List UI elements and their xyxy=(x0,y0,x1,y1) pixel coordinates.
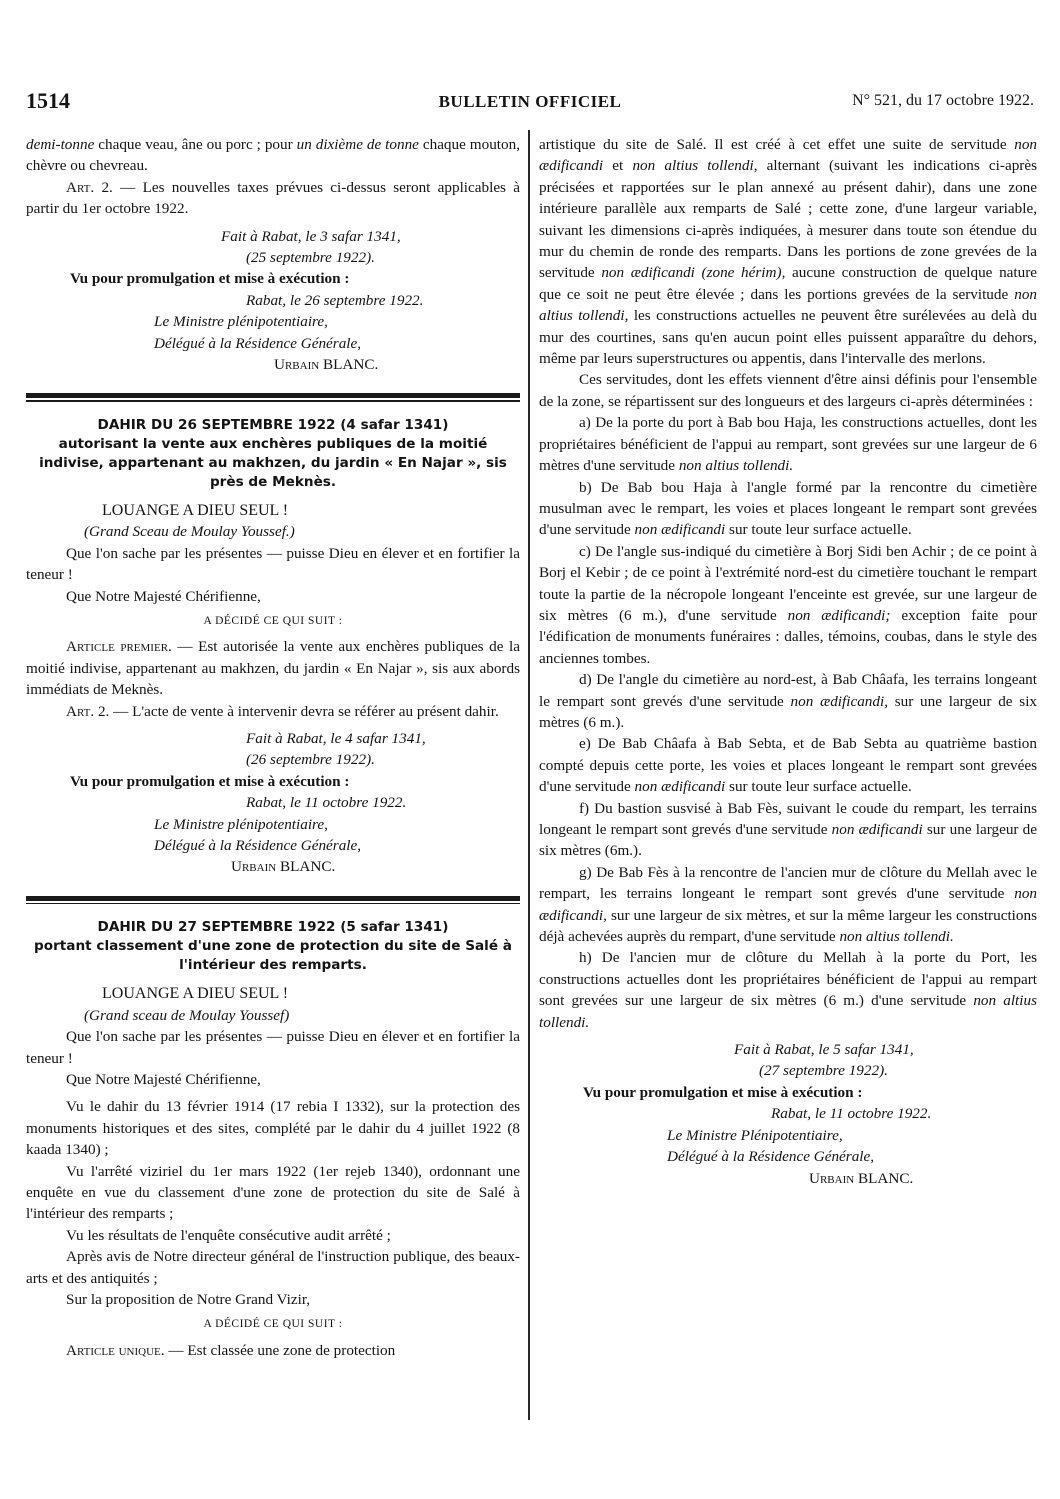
latin-term: non ædificandi xyxy=(634,778,726,796)
article-1 xyxy=(26,636,520,700)
latin-term: non ædificandi (zone hérim) xyxy=(601,264,782,282)
dahir-title: DAHIR DU 27 SEPTEMBRE 1922 (5 safar 1341) xyxy=(97,919,449,936)
clause-c xyxy=(539,541,1037,669)
decision-heading: A DÉCIDÉ CE QUI SUIT : xyxy=(203,615,343,627)
visa-paragraph: Vu l'arrêté viziriel du 1er mars 1922 (1er rejeb 1340), ordonnant une enquête en vue du classement d'une zone de protection du site de Salé à l'intérieur des remparts ; xyxy=(26,1162,520,1223)
body-text: f) Du bastion susvisé à Bab Fès, suivant le coude du rempart, les terrains longeant le rempart sont grevés d'une servitude xyxy=(539,799,1037,838)
body-text: exception faite pour l'édification de monuments funéraires : dalles, témoins, coubas, dans le style des anciennes tombes. xyxy=(539,606,1037,667)
clause-e xyxy=(539,733,1037,797)
clause-b xyxy=(539,477,1037,541)
section-rule xyxy=(26,400,520,402)
latin-term: non ædificandi, xyxy=(790,692,888,710)
intro-text: chaque mouton, chèvre ou chevreau. xyxy=(26,136,521,175)
latin-term: non altius tollendi xyxy=(539,285,1037,325)
clause-h xyxy=(539,947,1037,1033)
minister-title: Le Ministre plénipotentiaire, xyxy=(154,313,328,331)
intro-text: demi-tonne xyxy=(26,136,95,153)
fait-date: (27 septembre 1922). xyxy=(759,1062,888,1080)
latin-term: non ædificandi xyxy=(831,821,923,838)
intro-paragraph xyxy=(26,134,520,177)
minister-title: Le Ministre plénipotentiaire, xyxy=(154,815,328,833)
body-text: artistique du site de Salé. Il est créé à cet effet une suite de servitude xyxy=(539,136,1015,153)
zone-description xyxy=(539,134,1037,369)
article-2 xyxy=(26,177,520,220)
article-unique xyxy=(26,1340,520,1361)
signatory: Urbain BLANC. xyxy=(809,1169,914,1187)
page-header xyxy=(26,88,1034,118)
section-rule xyxy=(26,393,520,398)
signatory: Urbain BLANC. xyxy=(274,356,379,374)
dahir-subtitle: portant classement d'une zone de protection du site de Salé à l'intérieur des remparts. xyxy=(34,938,512,974)
body-text: sur toute leur surface actuelle. xyxy=(725,521,912,539)
article-label: Article unique. xyxy=(66,1341,165,1359)
latin-term: non ædificandi; xyxy=(787,606,891,624)
right-column xyxy=(539,134,1037,1189)
article-text: — Est classée une zone de protection xyxy=(164,1341,396,1359)
clause-a xyxy=(539,412,1037,476)
fait-date: (25 septembre 1922). xyxy=(246,249,375,267)
seal-line: (Grand Sceau de Moulay Youssef.) xyxy=(84,523,295,541)
rabat-date: Rabat, le 11 octobre 1922. xyxy=(246,794,407,812)
visa-paragraph: Vu les résultats de l'enquête consécutive audit arrêté ; xyxy=(66,1226,391,1244)
rabat-date: Rabat, le 26 septembre 1922. xyxy=(246,291,424,309)
latin-term: non ædificandi xyxy=(634,521,726,539)
signatory: Urbain BLANC. xyxy=(231,858,336,876)
body-text: , les constructions actuelles ne peuvent être surélevées au delà du mur des courtines, sans qu'en aucun point elles puissent apparaître du dehors, même par leurs superstructures ou appentis, dans l'intervalle des merlons. xyxy=(539,307,1037,368)
body-text: b) De Bab bou Haja à l'angle formé par la rencontre du cimetière musulman avec le rempart, les voies et places longeant le rempart sont grevées d'une servitude xyxy=(539,478,1037,539)
latin-term: non ædificandi, xyxy=(539,885,1037,924)
page-number: 1514 xyxy=(26,88,70,113)
article-text: — Les nouvelles taxes prévues ci-dessus seront applicables à partir du 1er octobre 1922. xyxy=(26,178,520,218)
clause-f xyxy=(539,798,1037,862)
body-text: h) De l'ancien mur de clôture du Mellah à la porte du Port, les constructions actuelles dont les propriétaires bénéficient de l'appui au rempart sont grevées sur une largeur de six mètres (6 m.) d'une servitude xyxy=(539,949,1037,1010)
body-text: sur une largeur de six mètres, et sur la même largeur les constructions déjà achevées auprès du rempart, d'une servitude xyxy=(539,906,1037,946)
decision-heading: A DÉCIDÉ CE QUI SUIT : xyxy=(203,1318,343,1331)
latin-term: non ædificandi xyxy=(539,136,1037,175)
left-column xyxy=(26,134,520,1361)
intro-text: tonne xyxy=(385,136,419,153)
body-text: , aucune construction de quelque nature que ce soit ne peut être élevée ; dans les portions grevées de la servitude xyxy=(539,264,1038,303)
promulgation-line: Vu pour promulgation et mise à exécution : xyxy=(70,270,350,288)
minister-title: Le Ministre Plénipotentiaire, xyxy=(667,1126,843,1144)
body-text: sur une largeur de six mètres (6 m.). xyxy=(539,692,1038,731)
article-text: — L'acte de vente à intervenir devra se référer au présent dahir. xyxy=(109,702,499,720)
latin-term: non altius tollendi. xyxy=(678,457,794,475)
body-text: et xyxy=(603,157,633,175)
promulgation-line: Vu pour promulgation et mise à exécution : xyxy=(583,1083,863,1101)
rabat-date: Rabat, le 11 octobre 1922. xyxy=(771,1105,932,1123)
delegate-title: Délégué à la Résidence Générale, xyxy=(154,334,362,352)
fait-date: (26 septembre 1922). xyxy=(246,751,375,769)
body-text: c) De l'angle sus-indiqué du cimetière à Borj Sidi ben Achir ; de ce point à Borj el Kebir ; de ce point à l'extrémité nord-est du cimetière touchant le rempart toute la partie de la nécropole longeant l'enceinte est grevée, sur une largeur de six mètres (6 m.), d'une servitude xyxy=(539,542,1037,624)
intro-text: un dixième de xyxy=(296,136,382,153)
body-text: sur une largeur de six mètres (6m.). xyxy=(539,821,1037,860)
article-text: — Est autorisée la vente aux enchères publiques de la moitié indivise, appartenant au makhzen, du jardin « En Najar », sis aux abords immédiats de Meknès. xyxy=(26,638,520,699)
servitudes-intro: Ces servitudes, dont les effets viennent d'être ainsi définis pour l'ensemble de la zone, se répartissent sur des longueurs et des largeurs ci-après déterminées : xyxy=(539,371,1037,410)
visa-paragraph: Vu le dahir du 13 février 1914 (17 rebia I 1332), sur la protection des monuments historiques et des sites, complété par le dahir du 4 juillet 1922 (8 kaada 1340) ; xyxy=(26,1098,520,1159)
invocation: LOUANGE A DIEU SEUL ! xyxy=(102,985,289,1003)
preamble: Que l'on sache par les présentes — puisse Dieu en élever et en fortifier la teneur ! xyxy=(26,1028,520,1067)
preamble: Que l'on sache par les présentes — puisse Dieu en élever et en fortifier la teneur ! xyxy=(26,544,520,584)
delegate-title: Délégué à la Résidence Générale, xyxy=(667,1148,875,1166)
dahir-title: DAHIR DU 26 SEPTEMBRE 1922 (4 safar 1341) xyxy=(97,416,449,433)
seal-line: (Grand sceau de Moulay Youssef) xyxy=(84,1006,290,1024)
section-rule xyxy=(26,896,520,901)
issue-info: N° 521, du 17 octobre 1922. xyxy=(852,92,1034,109)
preamble: Que Notre Majesté Chérifienne, xyxy=(66,1071,261,1088)
body-text: sur toute leur surface actuelle. xyxy=(725,778,912,796)
body-text: a) De la porte du port à Bab bou Haja, les constructions actuelles, dont les propriétaires bénéficient de l'appui au rempart, sont grevées sur une largeur de 6 mètres d'une servitude xyxy=(539,414,1037,475)
clause-d xyxy=(539,669,1037,733)
article-label: Article premier. xyxy=(66,638,172,656)
body-text: g) De Bab Fès à la rencontre de l'ancien mur de clôture du Mellah avec le rempart, les terrains longeant le rempart sont grevés d'une servitude xyxy=(539,863,1037,903)
section-rule xyxy=(26,903,520,905)
clause-g xyxy=(539,862,1037,948)
visa-paragraph: Après avis de Notre directeur général de l'instruction publique, des beaux-arts et des antiquités ; xyxy=(26,1248,520,1287)
promulgation-line: Vu pour promulgation et mise à exécution : xyxy=(70,772,350,790)
fait-line: Fait à Rabat, le 3 safar 1341, xyxy=(221,227,401,245)
article-label: Art. 2. xyxy=(66,702,110,720)
visa-paragraph: Sur la proposition de Notre Grand Vizir, xyxy=(66,1291,311,1309)
body-text: , alternant (suivant les indications ci-après précisées et rapportées sur le plan annexé au présent dahir), dans une zone intérieure parallèle aux remparts de Salé ; cette zone, d'une largeur variable, suivant les dimensions ci-après indiquées, à mesurer dans toute son étendue du mur du chemin de ronde des remparts. Dans les portions de zone grevées de la servitude xyxy=(539,157,1037,282)
fait-line: Fait à Rabat, le 4 safar 1341, xyxy=(246,730,426,748)
body-text: e) De Bab Châafa à Bab Sebta, et de Bab Sebta au quatrième bastion compté depuis cette porte, les voies et places longeant le rempart sont grevées d'une servitude xyxy=(539,735,1037,796)
latin-term: non altius tollendi. xyxy=(839,928,954,946)
publication-title: BULLETIN OFFICIEL xyxy=(438,92,622,111)
dahir-subtitle: autorisant la vente aux enchères publiques de la moitié indivise, appartenant au makhzen, du jardin « En Najar », sis près de Meknès. xyxy=(39,435,507,490)
fait-line: Fait à Rabat, le 5 safar 1341, xyxy=(734,1041,914,1059)
article-label: Art. 2. xyxy=(66,178,113,196)
intro-text: chaque veau, âne ou porc ; pour xyxy=(94,136,297,153)
delegate-title: Délégué à la Résidence Générale, xyxy=(154,837,362,855)
latin-term: non altius tollendi xyxy=(632,157,754,175)
preamble: Que Notre Majesté Chérifienne, xyxy=(66,587,261,605)
invocation: LOUANGE A DIEU SEUL ! xyxy=(102,501,289,519)
column-divider xyxy=(528,130,530,1420)
latin-term: non altius tollendi. xyxy=(539,992,1037,1031)
body-text: d) De l'angle du cimetière au nord-est, à Bab Châafa, les terrains longeant le rempart sont grevés d'une servitude xyxy=(539,671,1037,710)
article-2 xyxy=(26,701,520,722)
